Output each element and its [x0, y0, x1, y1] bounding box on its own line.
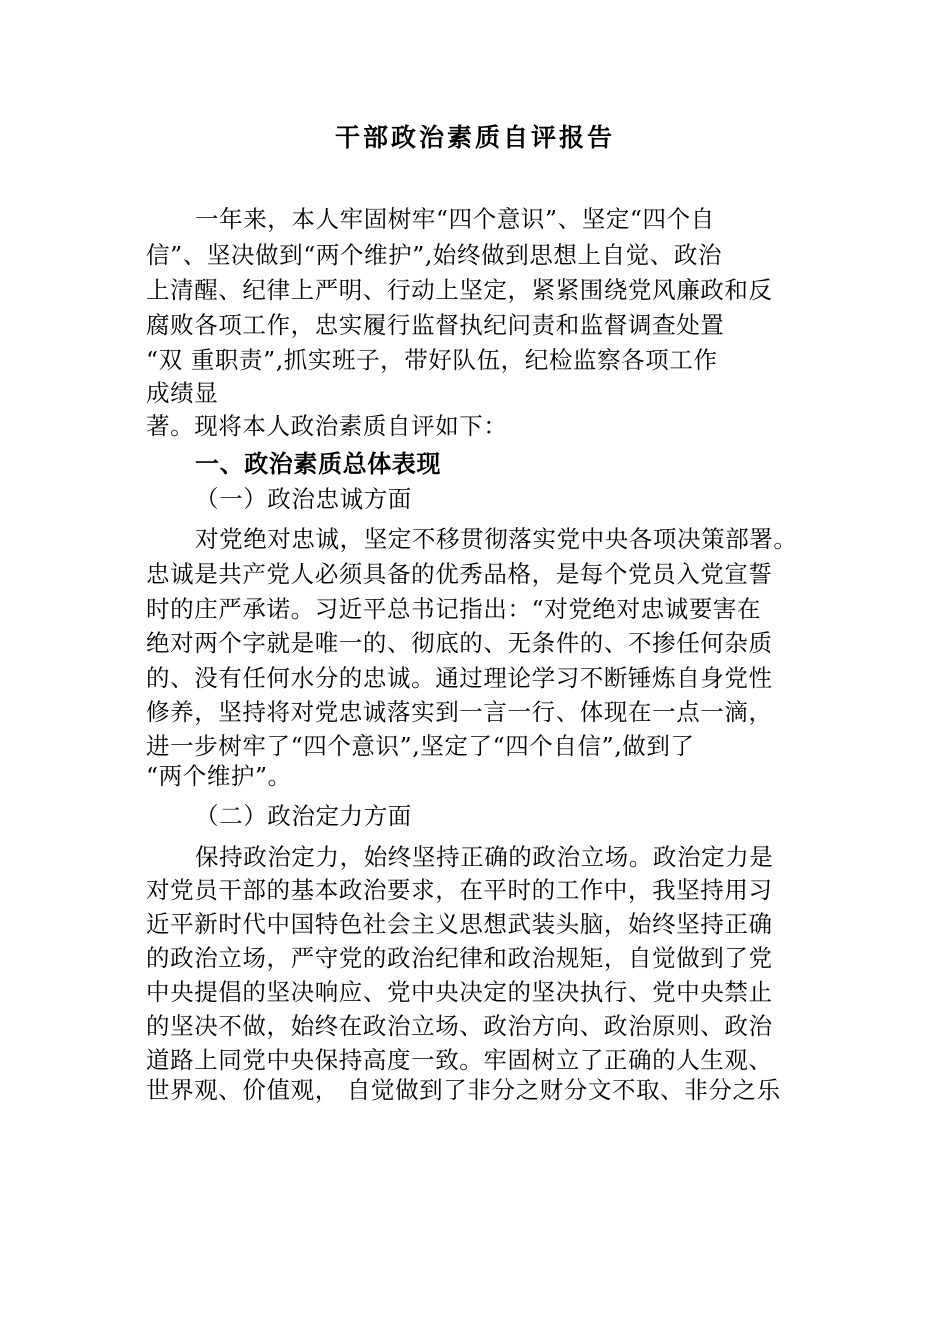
paragraph-line: 对党员干部的基本政治要求，在平时的工作中，我坚持用习	[146, 876, 773, 904]
paragraph-line: 修养，坚持将对党忠诚落实到一言一行、体现在一点一滴，	[146, 698, 773, 726]
paragraph-line: 对党绝对忠诚，坚定不移贯彻落实党中央各项决策部署。	[195, 525, 798, 553]
paragraph-line: 时的庄严承诺。习近平总书记指出：“对党绝对忠诚要害在	[146, 595, 762, 623]
intro-line: “双 重职责”,抓实班子，带好队伍，纪检监察各项工作	[146, 346, 718, 374]
paragraph-line: 保持政治定力，始终坚持正确的政治立场。政治定力是	[195, 843, 774, 871]
paragraph-line: 忠诚是共产党人必须具备的优秀品格，是每个党员入党宣誓	[146, 560, 773, 588]
subsection-heading: （一）政治忠诚方面	[195, 485, 412, 513]
intro-line: 上清醒、纪律上严明、行动上坚定，紧紧围绕党风廉政和反	[146, 276, 773, 304]
section-heading: 一、政治素质总体表现	[195, 450, 441, 478]
paragraph-line: 的政治立场，严守党的政治纪律和政治规矩，自觉做到了党	[146, 944, 773, 972]
intro-line: 一年来，本人牢固树牢“四个意识”、坚定“四个自	[195, 205, 715, 233]
paragraph-line: 的、没有任何水分的忠诚。通过理论学习不断锤炼自身党性	[146, 664, 773, 692]
document-title: 干部政治素质自评报告	[334, 123, 615, 152]
paragraph-line: 道路上同党中央保持高度一致。牢固树立了正确的人生观、	[146, 1046, 773, 1074]
paragraph-line: 近平新时代中国特色社会主义思想武装头脑，始终坚持正确	[146, 910, 773, 938]
intro-line: 成绩显	[146, 379, 219, 407]
paragraph-line: 中央提倡的坚决响应、党中央决定的坚决执行、党中央禁止	[146, 978, 773, 1006]
paragraph-line: 的坚决不做，始终在政治立场、政治方向、政治原则、政治	[146, 1012, 773, 1040]
paragraph-line: 进一步树牢了“四个意识”,坚定了“四个自信”,做到了	[146, 732, 695, 760]
subsection-heading: （二）政治定力方面	[195, 802, 412, 830]
intro-line: 信”、坚决做到“两个维护”,始终做到思想上自觉、政治	[146, 241, 723, 269]
intro-line: 著。现将本人政治素质自评如下：	[146, 412, 508, 440]
paragraph-line: 世界观、价值观， 自觉做到了非分之财分文不取、非分之乐	[146, 1076, 781, 1104]
paragraph-line: 绝对两个字就是唯一的、彻底的、无条件的、不掺任何杂质	[146, 629, 773, 657]
paragraph-line: “两个维护”。	[146, 762, 292, 790]
intro-line: 腐败各项工作，忠实履行监督执纪问责和监督调查处置	[146, 311, 725, 339]
